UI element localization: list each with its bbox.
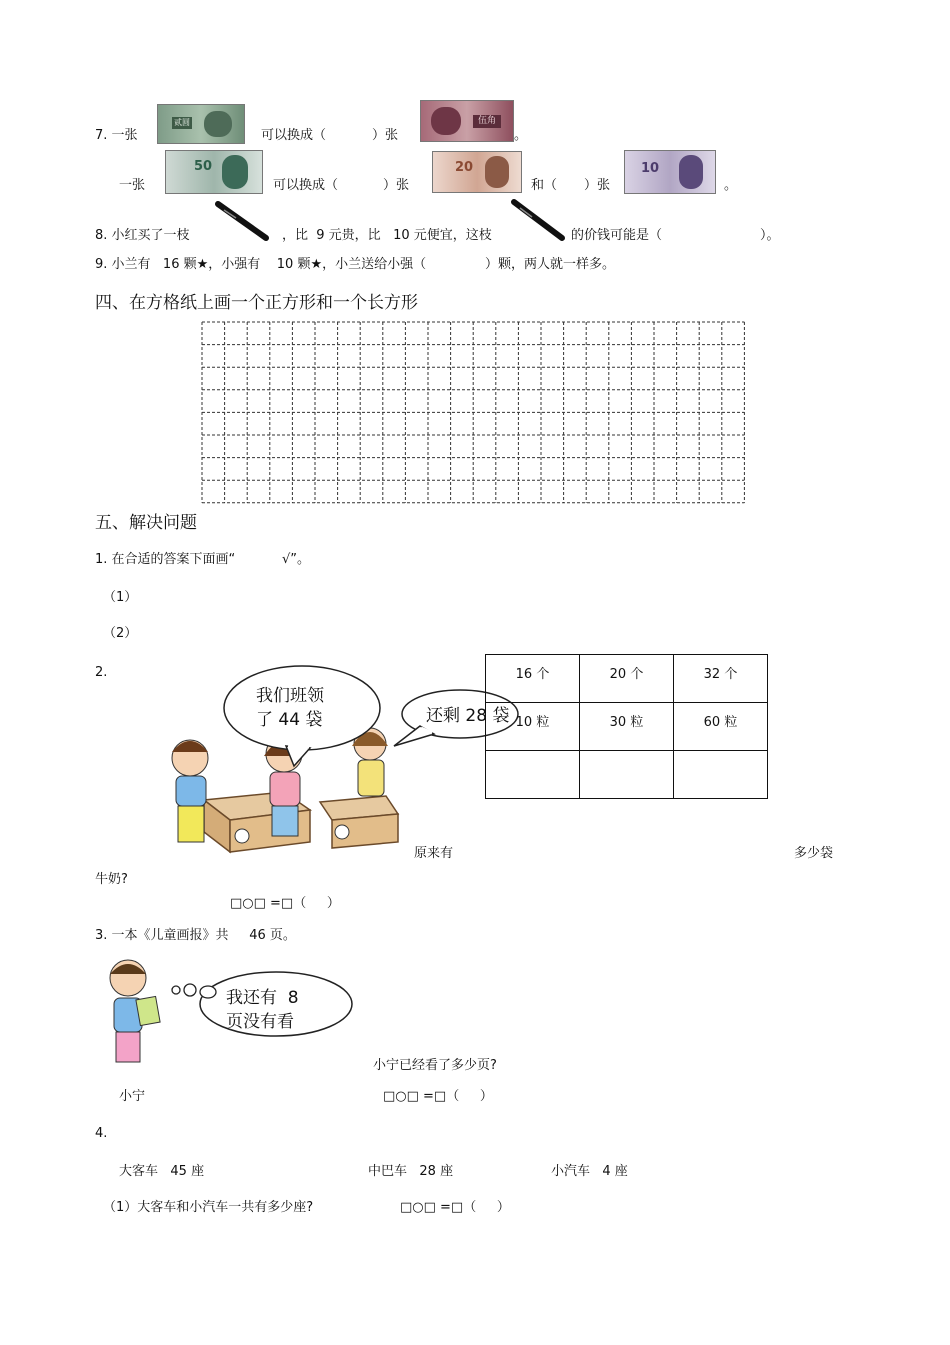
p1-text: 1. 在合适的答案下面画“ — [95, 552, 236, 567]
p4-bus-big: 大客车 45 座 — [119, 1164, 205, 1179]
twenty-yuan-note-image — [432, 151, 522, 193]
q8-mid: ，比 9 元贵，比 10 元便宜，这枝 — [282, 228, 492, 243]
q7-line1-dot: 。 — [514, 128, 528, 143]
p4-number: 4. — [95, 1126, 108, 1141]
q9-text: 9. 小兰有 16 颗★，小强有 10 颗★，小兰送给小强（ — [95, 257, 427, 272]
note-denomination: 20 — [455, 160, 474, 175]
table-row — [486, 655, 768, 703]
note-denomination: 贰圆 — [174, 118, 190, 127]
note-denomination: 伍角 — [473, 115, 501, 128]
p2-question-c: 牛奶? — [95, 872, 128, 887]
p3-question: 小宁已经看了多少页? — [373, 1058, 497, 1073]
p3-bubble-line2: 页没有看 — [226, 1012, 294, 1032]
q7-line2-prefix: 一张 — [119, 178, 146, 193]
q7-line2-mid: 可以换成（ — [273, 178, 339, 193]
p2-formula[interactable]: □○□ =□（ ） — [230, 896, 340, 911]
portrait-icon — [222, 155, 248, 189]
note-denomination: 10 — [641, 161, 660, 176]
table-cell[interactable]: 10 粒 — [486, 703, 580, 751]
table-cell[interactable]: 16 个 — [486, 655, 580, 703]
section-4-title: 四、在方格纸上画一个正方形和一个长方形 — [95, 293, 418, 313]
q7-line1-end: ）张 — [372, 128, 399, 143]
p3-name: 小宁 — [119, 1089, 146, 1104]
q7-line1-prefix: 7. 一张 — [95, 128, 138, 143]
portrait-icon — [431, 107, 461, 135]
table-cell[interactable]: 30 粒 — [580, 703, 674, 751]
pen-icon — [508, 196, 570, 244]
pen-icon — [212, 198, 274, 244]
q7-line2-end2: ）张 — [584, 178, 611, 193]
portrait-icon — [485, 156, 509, 188]
p2-question-a: 原来有 — [414, 846, 454, 861]
note-denomination: 50 — [194, 159, 213, 174]
q8-prefix: 8. 小红买了一枝 — [95, 228, 190, 243]
portrait-icon — [204, 111, 232, 137]
answer-table — [485, 654, 768, 799]
p4-q1: （1）大客车和小汽车一共有多少座? — [103, 1200, 314, 1215]
q9-close: ）颗，两人就一样多。 — [485, 257, 616, 272]
two-yuan-note-image — [157, 104, 245, 144]
p4-car: 小汽车 4 座 — [551, 1164, 628, 1179]
p2-question-b: 多少袋 — [794, 846, 834, 861]
q8-end: 的价钱可能是（ — [571, 228, 663, 243]
bubble1-line2: 了 44 袋 — [256, 710, 323, 730]
q7-line2-end: ）张 — [383, 178, 410, 193]
p3-bubble-line1: 我还有 8 — [226, 988, 299, 1008]
table-cell[interactable] — [580, 751, 674, 799]
p3-text: 3. 一本《儿童画报》共 46 页。 — [95, 928, 296, 943]
q7-line2-and: 和（ — [531, 178, 558, 193]
table-cell[interactable]: 60 粒 — [674, 703, 768, 751]
p1-sub2: （2） — [103, 626, 138, 641]
portrait-icon — [679, 155, 703, 189]
p4-bus-mid: 中巴车 28 座 — [368, 1164, 454, 1179]
bubble1-line1: 我们班领 — [256, 686, 324, 706]
five-jiao-note-image — [420, 100, 514, 142]
bubble2-text: 还剩 28 袋 — [426, 706, 510, 726]
p1-sub1: （1） — [103, 590, 138, 605]
table-cell[interactable]: 20 个 — [580, 655, 674, 703]
graph-paper-grid[interactable] — [200, 320, 748, 506]
p1-check: √”。 — [282, 552, 311, 567]
q7-line1-mid: 可以换成（ — [261, 128, 327, 143]
section-5-title: 五、解决问题 — [95, 513, 197, 533]
q7-line2-dot: 。 — [724, 178, 738, 193]
p2-number: 2. — [95, 665, 108, 680]
fifty-yuan-note-image — [165, 150, 263, 194]
table-cell[interactable]: 32 个 — [674, 655, 768, 703]
table-row — [486, 703, 768, 751]
table-row — [486, 751, 768, 799]
p4-formula[interactable]: □○□ =□（ ） — [400, 1200, 510, 1215]
table-cell[interactable] — [674, 751, 768, 799]
table-cell[interactable] — [486, 751, 580, 799]
q8-close: ）。 — [760, 228, 780, 243]
p3-formula[interactable]: □○□ =□（ ） — [383, 1089, 493, 1104]
ten-yuan-note-image — [624, 150, 716, 194]
